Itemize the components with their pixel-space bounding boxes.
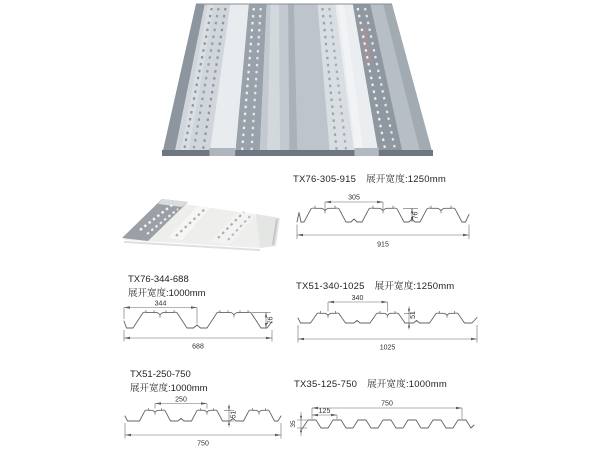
diagram4-drawing: [118, 394, 290, 448]
diagram3-bottom-dim-label: 1025: [379, 344, 396, 352]
diagram2-title: [128, 273, 206, 300]
diagram2-top-dim-label: 344: [154, 300, 167, 308]
diagram5-height-dim-label: 35: [290, 420, 297, 428]
diagram3-top-dimension: [328, 295, 388, 312]
diagram3-drawing: [293, 294, 485, 354]
diagram1-top-dimension: [325, 195, 383, 210]
diagram2-top-dimension: [124, 301, 197, 324]
diagram3-top-dim-label: 340: [351, 294, 364, 302]
diagram5-pitch-dim-label: 125: [318, 407, 331, 415]
diagram3-unfold-width: 展开宽度:1250mm: [374, 281, 455, 292]
diagram1-drawing: [290, 188, 482, 252]
diagram2-profile: [124, 312, 272, 328]
diagram1-height-dim-label: 76: [412, 211, 420, 220]
diagram2-bottom-dimension: [124, 330, 272, 351]
diagram3-bottom-dimension: [298, 325, 477, 352]
diagram5-unfold-width: 展开宽度:1000mm: [367, 379, 447, 390]
diagram5-pitch-dimension: [312, 408, 337, 419]
diagram1-top-dim-label: 305: [348, 194, 360, 202]
diagram3-profile: [298, 313, 477, 323]
diagram4-height-dim-label: 51: [230, 410, 238, 419]
diagram1-bottom-dimension: [297, 225, 469, 249]
diagram5-overall-dim-label: 750: [381, 400, 393, 408]
diagram4-emboss-ticks: [149, 408, 266, 415]
diagram1-bottom-dim-label: 915: [377, 241, 389, 249]
diagram3-title: [296, 278, 454, 292]
diagram4-model: TX51-250-750: [130, 369, 191, 380]
diagram4-title: [130, 368, 208, 395]
deck-sheet: [162, 4, 433, 156]
diagram4-height-dimension: [224, 405, 238, 428]
diagram5-drawing: [291, 398, 481, 446]
diagram5-profile: [302, 420, 474, 429]
diagram5-overall-dimension: [312, 401, 462, 420]
diagram5-height-dimension: [290, 412, 307, 436]
diagram4-bottom-dim-label: 750: [197, 440, 209, 448]
diagram5-model: TX35-125-750: [294, 379, 358, 390]
diagram1-profile: [297, 208, 469, 222]
diagram1-title: [293, 171, 446, 185]
diagram2-drawing: [116, 300, 288, 354]
sample-photo: [110, 186, 290, 262]
diagram1-unfold-width: 展开宽度:1250mm: [366, 174, 446, 185]
front-edge: [162, 150, 433, 156]
diagram5-title: [294, 376, 447, 390]
diagram2-unfold-width: 展开宽度:1000mm: [128, 287, 206, 299]
diagram3-emboss-ticks: [321, 311, 455, 318]
main-photo: [136, 0, 462, 160]
diagram4-bottom-dimension: [125, 423, 281, 448]
diagram2-model: TX76-344-688: [128, 274, 189, 285]
diagram2-bottom-dim-label: 688: [192, 343, 204, 351]
diagram4-profile: [125, 410, 281, 421]
diagram3-model: TX51-340-1025: [296, 281, 365, 292]
sample-piece: [122, 199, 280, 250]
diagram4-top-dim-label: 250: [175, 396, 187, 404]
diagram4-unfold-width: 展开宽度:1000mm: [130, 382, 208, 394]
diagram3-height-dim-label: 51: [410, 311, 417, 319]
diagram1-model: TX76-305-915: [293, 174, 357, 185]
diagram3-height-dimension: [404, 307, 417, 330]
diagram4-top-dimension: [155, 396, 207, 408]
diagram2-height-dim-label: 76: [267, 316, 275, 325]
